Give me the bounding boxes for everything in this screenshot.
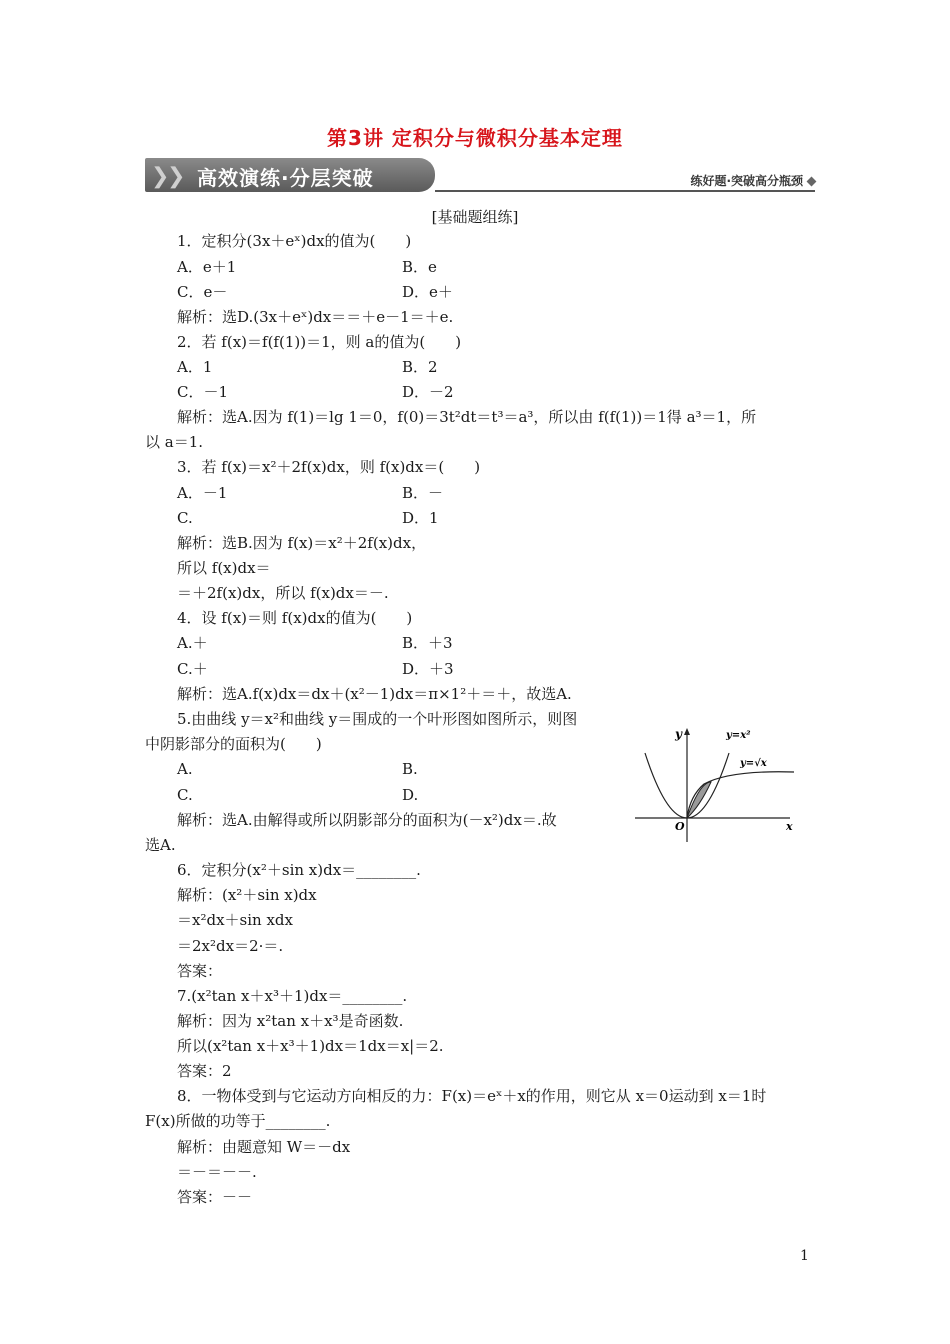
diamond-icon: [807, 177, 817, 187]
option: A．1: [177, 358, 213, 376]
banner-slogan: [690, 172, 815, 189]
text-line: 答案：: [177, 962, 223, 980]
option: C.＋: [177, 660, 208, 678]
text-line: 以 a＝1.: [145, 433, 204, 451]
section-banner: [145, 158, 815, 194]
option: D．e＋: [402, 283, 453, 301]
x-axis-label: x: [786, 820, 793, 833]
section-heading: [基础题组练]: [431, 208, 519, 226]
option: B．2: [402, 358, 438, 376]
parabola-label: y=x²: [726, 730, 751, 741]
text-line: 3．若 f(x)＝x²＋2f(x)dx，则 f(x)dx＝( ): [177, 458, 481, 476]
page-title: 第3讲 定积分与微积分基本定理: [327, 126, 623, 150]
text-line: ＝2x²dx＝2·＝.: [177, 937, 284, 955]
text-line: 解析：选B.因为 f(x)＝x²＋2f(x)dx，: [177, 534, 427, 552]
origin-label: O: [675, 820, 685, 833]
option: B.: [402, 760, 418, 778]
option: D．1: [402, 509, 439, 527]
text-line: 8．一物体受到与它运动方向相反的力：F(x)＝eˣ＋x的作用，则它从 x＝0运动到 x＝1时: [177, 1087, 767, 1105]
text-line: 7.(x²tan x＋x³＋1)dx＝________.: [177, 987, 408, 1005]
text-line: ＝－＝－－.: [177, 1163, 257, 1181]
text-line: 解析：选D.(3x＋eˣ)dx＝＝＋e－1＝＋e.: [177, 308, 454, 326]
text-line: 解析：选A.因为 f(1)＝lg 1＝0，f(0)＝3t²dt＝t³＝a³，所以由 f(f(1))＝1得 a³＝1，所: [177, 408, 757, 426]
y-axis-label: y: [675, 727, 682, 741]
chevron-right-icon: ❯: [167, 164, 186, 189]
option: B．e: [402, 258, 437, 276]
chevron-right-icon: ❯: [151, 164, 170, 189]
text-line: 解析：选A.f(x)dx＝dx＋(x²－1)dx＝π×1²＋＝＋，故选A.: [177, 685, 572, 703]
option: A.: [177, 760, 193, 778]
option: B．＋3: [402, 634, 453, 652]
text-line: 5.由曲线 y＝x²和曲线 y＝围成的一个叶形图如图所示，则图: [177, 710, 578, 728]
text-line: 中阴影部分的面积为( ): [145, 735, 322, 753]
banner-slogan-text: 练好题·突破高分瓶颈: [690, 174, 803, 188]
text-line: 答案：－－: [177, 1188, 253, 1206]
option: D.: [402, 786, 419, 804]
text-line: 答案：2: [177, 1062, 232, 1080]
option: B．－: [402, 484, 444, 502]
option: A.＋: [177, 634, 208, 652]
text-line: 所以(x²tan x＋x³＋1)dx＝1dx＝x|＝2.: [177, 1037, 444, 1055]
y-axis-arrow-icon: [684, 728, 690, 735]
option: C．－1: [177, 383, 229, 401]
sqrt-label: y=√x: [740, 758, 767, 769]
text-line: F(x)所做的功等于________.: [145, 1112, 331, 1130]
option: A．－1: [177, 484, 228, 502]
text-line: ＝x²dx＋sin xdx: [177, 911, 293, 929]
text-line: 6．定积分(x²＋sin x)dx＝________.: [177, 861, 421, 879]
text-line: 选A.: [145, 836, 176, 854]
text-line: 解析：(x²＋sin x)dx: [177, 886, 317, 904]
text-line: 所以 f(x)dx＝: [177, 559, 271, 577]
option: C.: [177, 786, 193, 804]
option: D．－2: [402, 383, 454, 401]
leaf-figure: [630, 718, 800, 848]
text-line: 解析：因为 x²tan x＋x³是奇函数.: [177, 1012, 404, 1030]
option: D．＋3: [402, 660, 454, 678]
text-line: 解析：由题意知 W＝－dx: [177, 1138, 351, 1156]
option: C.: [177, 509, 193, 527]
text-line: 解析：选A.由解得或所以阴影部分的面积为(－x²)dx＝.故: [177, 811, 557, 829]
banner-title: 高效演练·分层突破: [197, 166, 374, 190]
text-line: 4．设 f(x)＝则 f(x)dx的值为( ): [177, 609, 413, 627]
text-line: ＝＋2f(x)dx，所以 f(x)dx＝－.: [177, 584, 389, 602]
banner-rule: [435, 190, 815, 192]
text-line: 1．定积分(3x＋eˣ)dx的值为( ): [177, 232, 412, 250]
option: C．e－: [177, 283, 228, 301]
option: A．e＋1: [177, 258, 237, 276]
page-number: 1: [800, 1248, 809, 1264]
text-line: 2．若 f(x)＝f(f(1))＝1，则 a的值为( ): [177, 333, 462, 351]
